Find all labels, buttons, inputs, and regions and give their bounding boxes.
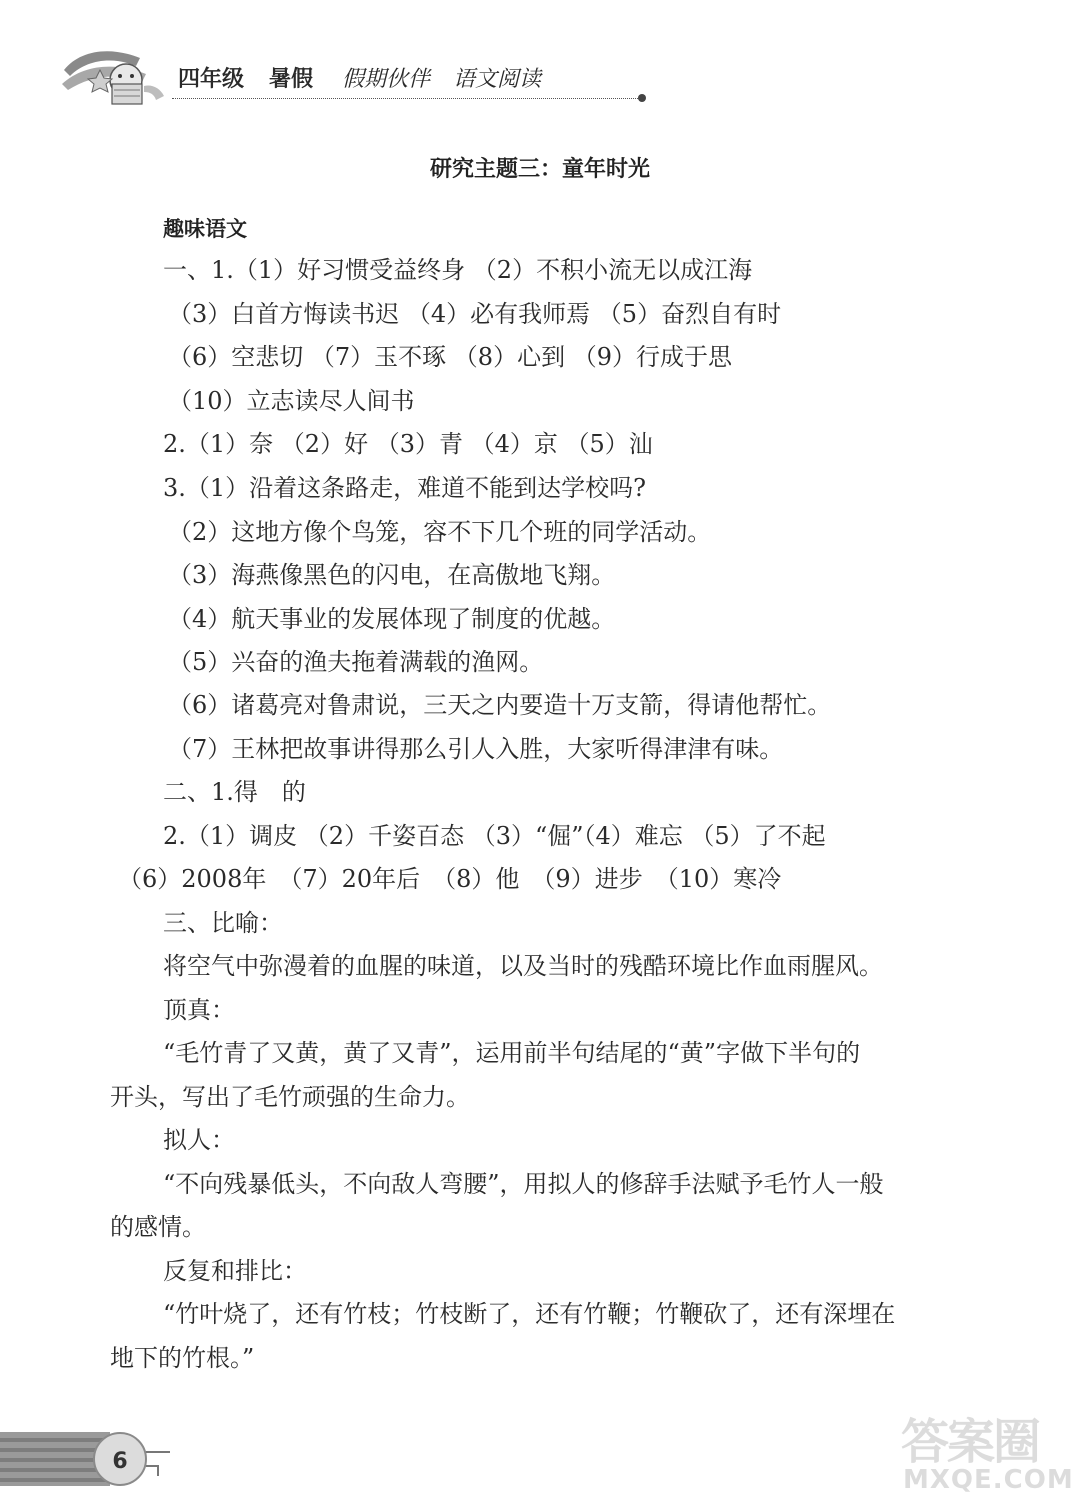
header-series: 假期伙伴 [342, 67, 431, 92]
header-title [178, 62, 541, 93]
answer-line: （5）兴奋的渔夫拖着满载的渔网。 [168, 648, 544, 676]
header-term: 暑假 [269, 67, 314, 92]
answer-line: “竹叶烧了，还有竹枝；竹枝断了，还有竹鞭；竹鞭砍了，还有深埋在 [163, 1300, 896, 1328]
page-header [60, 40, 600, 115]
answer-line: （6）诸葛亮对鲁肃说，三天之内要造十万支箭，得请他帮忙。 [168, 691, 832, 719]
answer-line: （6）空悲切 （7）玉不琢 （8）心到 （9）行成于思 [168, 343, 732, 371]
answer-line: （4）航天事业的发展体现了制度的优越。 [168, 605, 616, 633]
answer-line: 一、1.（1）好习惯受益终身 （2）不积小流无以成江海 [163, 256, 753, 284]
answer-line: 2.（1）奈 （2）好 （3）青 （4）京 （5）汕 [163, 430, 653, 458]
header-subject: 语文阅读 [453, 67, 542, 92]
answer-line: 开头，写出了毛竹顽强的生命力。 [110, 1083, 470, 1111]
answer-line: 二、1.得 的 [163, 778, 306, 806]
header-divider-dot [638, 94, 646, 102]
page-number: 6 [112, 1449, 128, 1474]
answer-line: 地下的竹根。” [110, 1344, 255, 1372]
answer-line: 反复和排比： [163, 1257, 307, 1285]
answer-line: （10）立志读尽人间书 [168, 387, 415, 415]
answer-line: 三、比喻： [163, 909, 283, 937]
watermark-logo [895, 1395, 1075, 1505]
answer-line: （2）这地方像个鸟笼，容不下几个班的同学活动。 [168, 518, 712, 546]
answer-line: 的感情。 [110, 1213, 206, 1241]
answer-line: （3）海燕像黑色的闪电，在高傲地飞翔。 [168, 561, 616, 589]
answer-line: 3.（1）沿着这条路走，难道不能到达学校吗? [163, 474, 647, 502]
answer-line: （6）2008年 （7）20年后 （8）他 （9）进步 （10）寒冷 [118, 865, 782, 893]
header-grade: 四年级 [178, 67, 245, 92]
answer-line: “不向残暴低头，不向敌人弯腰”，用拟人的修辞手法赋予毛竹人一般 [163, 1170, 884, 1198]
answer-line: “毛竹青了又黄，黄了又青”，运用前半句结尾的“黄”字做下半句的 [163, 1039, 861, 1067]
answer-line: 2.（1）调皮 （2）千姿百态 （3）“倔”（4）难忘 （5）了不起 [163, 822, 826, 850]
answer-line: （3）白首方悔读书迟 （4）必有我师焉 （5）奋烈自有时 [168, 300, 782, 328]
section-heading: 趣味语文 [163, 217, 247, 241]
watermark-url: MXQE.COM [903, 1465, 1074, 1495]
page-footer [0, 1418, 180, 1493]
header-logo-icon [60, 40, 172, 112]
page-tab-icon [0, 1418, 180, 1493]
answer-line: 顶真： [163, 996, 235, 1024]
watermark-text: 答案圈 [901, 1414, 1040, 1470]
answer-line: 将空气中弥漫着的血腥的味道，以及当时的残酷环境比作血雨腥风。 [163, 952, 883, 980]
header-divider [172, 98, 642, 99]
answer-line: 拟人： [163, 1126, 235, 1154]
answer-line: （7）王林把故事讲得那么引人入胜，大家听得津津有味。 [168, 735, 784, 763]
page-title: 研究主题三：童年时光 [429, 157, 650, 182]
